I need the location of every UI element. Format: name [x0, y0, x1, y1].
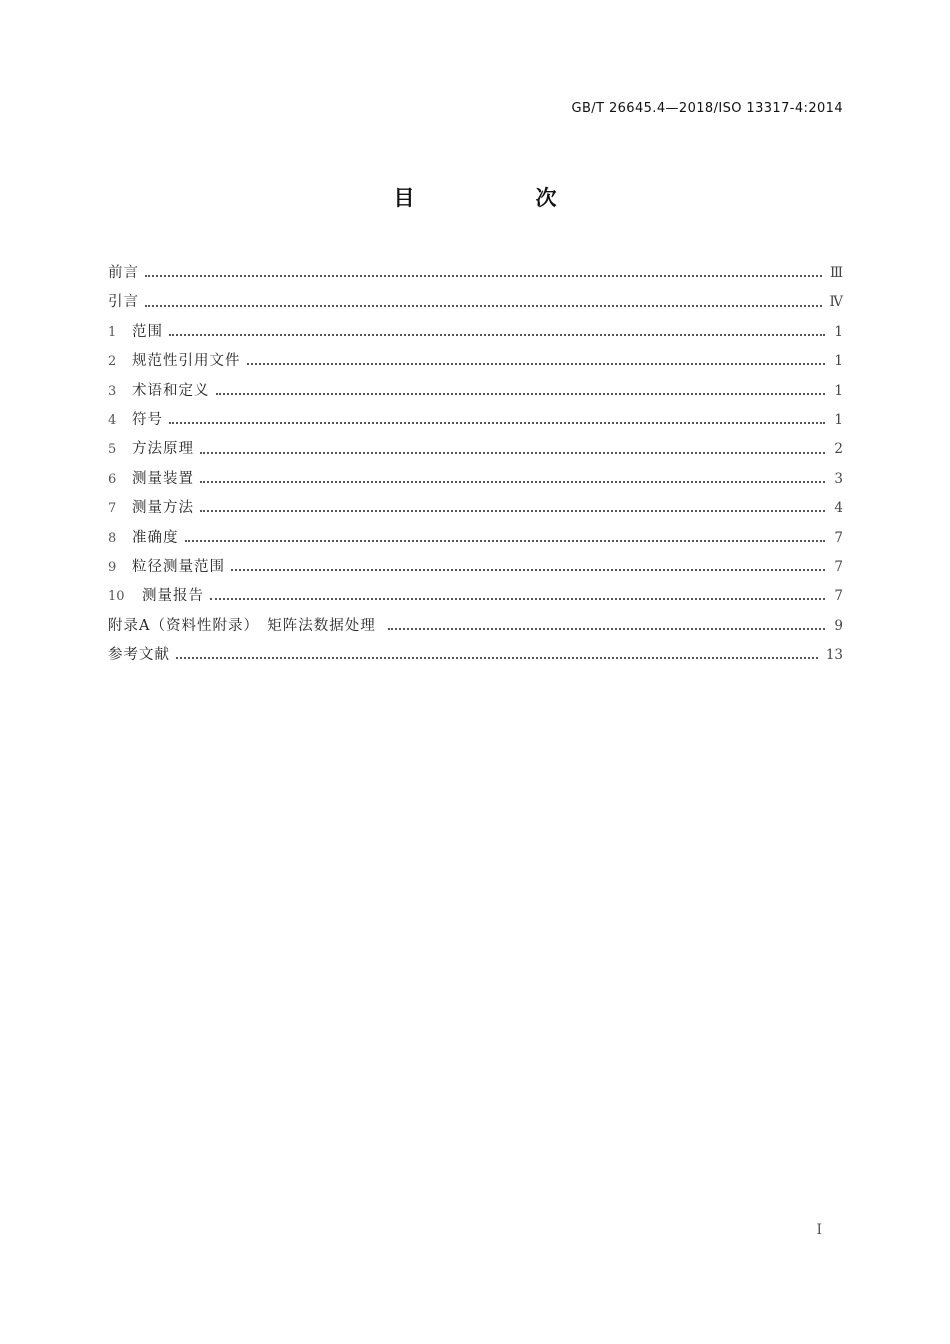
toc-entry-page: Ⅲ: [829, 265, 843, 281]
toc-entry-page: 4: [834, 500, 843, 517]
toc-entry-number: 3: [108, 383, 117, 399]
toc-entry-number: 1: [108, 324, 117, 340]
toc-entry-label: 符号: [132, 411, 163, 428]
dot-leader: [210, 597, 825, 600]
toc-entry-label: 规范性引用文件: [132, 353, 241, 370]
toc-entry-page: 9: [834, 617, 843, 634]
toc-entry-foreword[interactable]: [108, 259, 843, 288]
toc-entry-number: 7: [108, 501, 117, 517]
dot-leader: [145, 274, 822, 277]
toc-entry-number: 6: [108, 471, 117, 487]
dot-leader: [200, 509, 825, 512]
toc-entry-page: 7: [834, 529, 843, 546]
toc-entry-introduction[interactable]: [108, 288, 843, 317]
dot-leader: [231, 568, 825, 571]
toc-entry-label: 引言: [108, 294, 139, 311]
toc-entry-page: 7: [834, 588, 843, 605]
toc-entry-annex-a[interactable]: [108, 612, 843, 641]
toc-entry-number: 9: [108, 559, 117, 575]
toc-entry-number: 2: [108, 354, 117, 370]
toc-title: 目 次: [393, 186, 607, 210]
toc-entry-label: 测量方法: [132, 500, 194, 517]
toc-entry-10[interactable]: [108, 582, 843, 611]
toc-entry-page: 7: [834, 558, 843, 575]
dot-leader: [200, 480, 825, 483]
dot-leader: [145, 304, 822, 307]
toc-entry-6[interactable]: [108, 465, 843, 494]
toc-entry-page: 13: [825, 647, 843, 664]
toc-entry-label: 参考文献: [108, 647, 170, 664]
standard-code: GB/T 26645.4—2018/ISO 13317-4:2014: [571, 101, 843, 116]
toc-entry-page: 1: [834, 382, 843, 399]
toc-entry-1[interactable]: [108, 318, 843, 347]
dot-leader: [185, 539, 826, 542]
toc-entry-4[interactable]: [108, 406, 843, 435]
toc-entry-2[interactable]: [108, 347, 843, 376]
dot-leader: [216, 392, 826, 395]
table-of-contents: [108, 259, 843, 670]
toc-entry-5[interactable]: [108, 435, 843, 464]
dot-leader: [169, 333, 825, 336]
toc-entry-8[interactable]: [108, 524, 843, 553]
toc-entry-page: 1: [834, 323, 843, 340]
toc-entry-page: 2: [834, 441, 843, 458]
toc-entry-label: 范围: [132, 323, 163, 340]
toc-entry-page: Ⅳ: [829, 294, 843, 311]
dot-leader: [169, 421, 825, 424]
toc-entry-page: 3: [834, 470, 843, 487]
toc-entry-label: 前言: [108, 265, 139, 281]
toc-entry-number: 10: [108, 589, 125, 605]
toc-entry-label: 准确度: [132, 529, 179, 546]
dot-leader: [200, 451, 825, 454]
toc-entry-3[interactable]: [108, 377, 843, 406]
dot-leader: [176, 656, 818, 659]
toc-entry-7[interactable]: [108, 494, 843, 523]
toc-entry-number: 5: [108, 442, 117, 458]
toc-entry-label: 粒径测量范围: [132, 558, 225, 575]
toc-entry-label: 方法原理: [132, 441, 194, 458]
toc-entry-page: 1: [834, 353, 843, 370]
toc-entry-bibliography[interactable]: [108, 641, 843, 670]
toc-entry-label: 术语和定义: [132, 382, 210, 399]
toc-entry-number: 4: [108, 412, 117, 428]
dot-leader: [247, 362, 826, 365]
toc-entry-number: 8: [108, 530, 117, 546]
page-number: Ⅰ: [816, 1222, 822, 1238]
toc-entry-9[interactable]: [108, 553, 843, 582]
toc-entry-page: 1: [834, 411, 843, 428]
toc-entry-label: 测量报告: [142, 588, 204, 605]
toc-entry-label: 附录A（资料性附录） 矩阵法数据处理: [108, 617, 376, 634]
toc-entry-label: 测量装置: [132, 470, 194, 487]
dot-leader: [388, 627, 825, 630]
